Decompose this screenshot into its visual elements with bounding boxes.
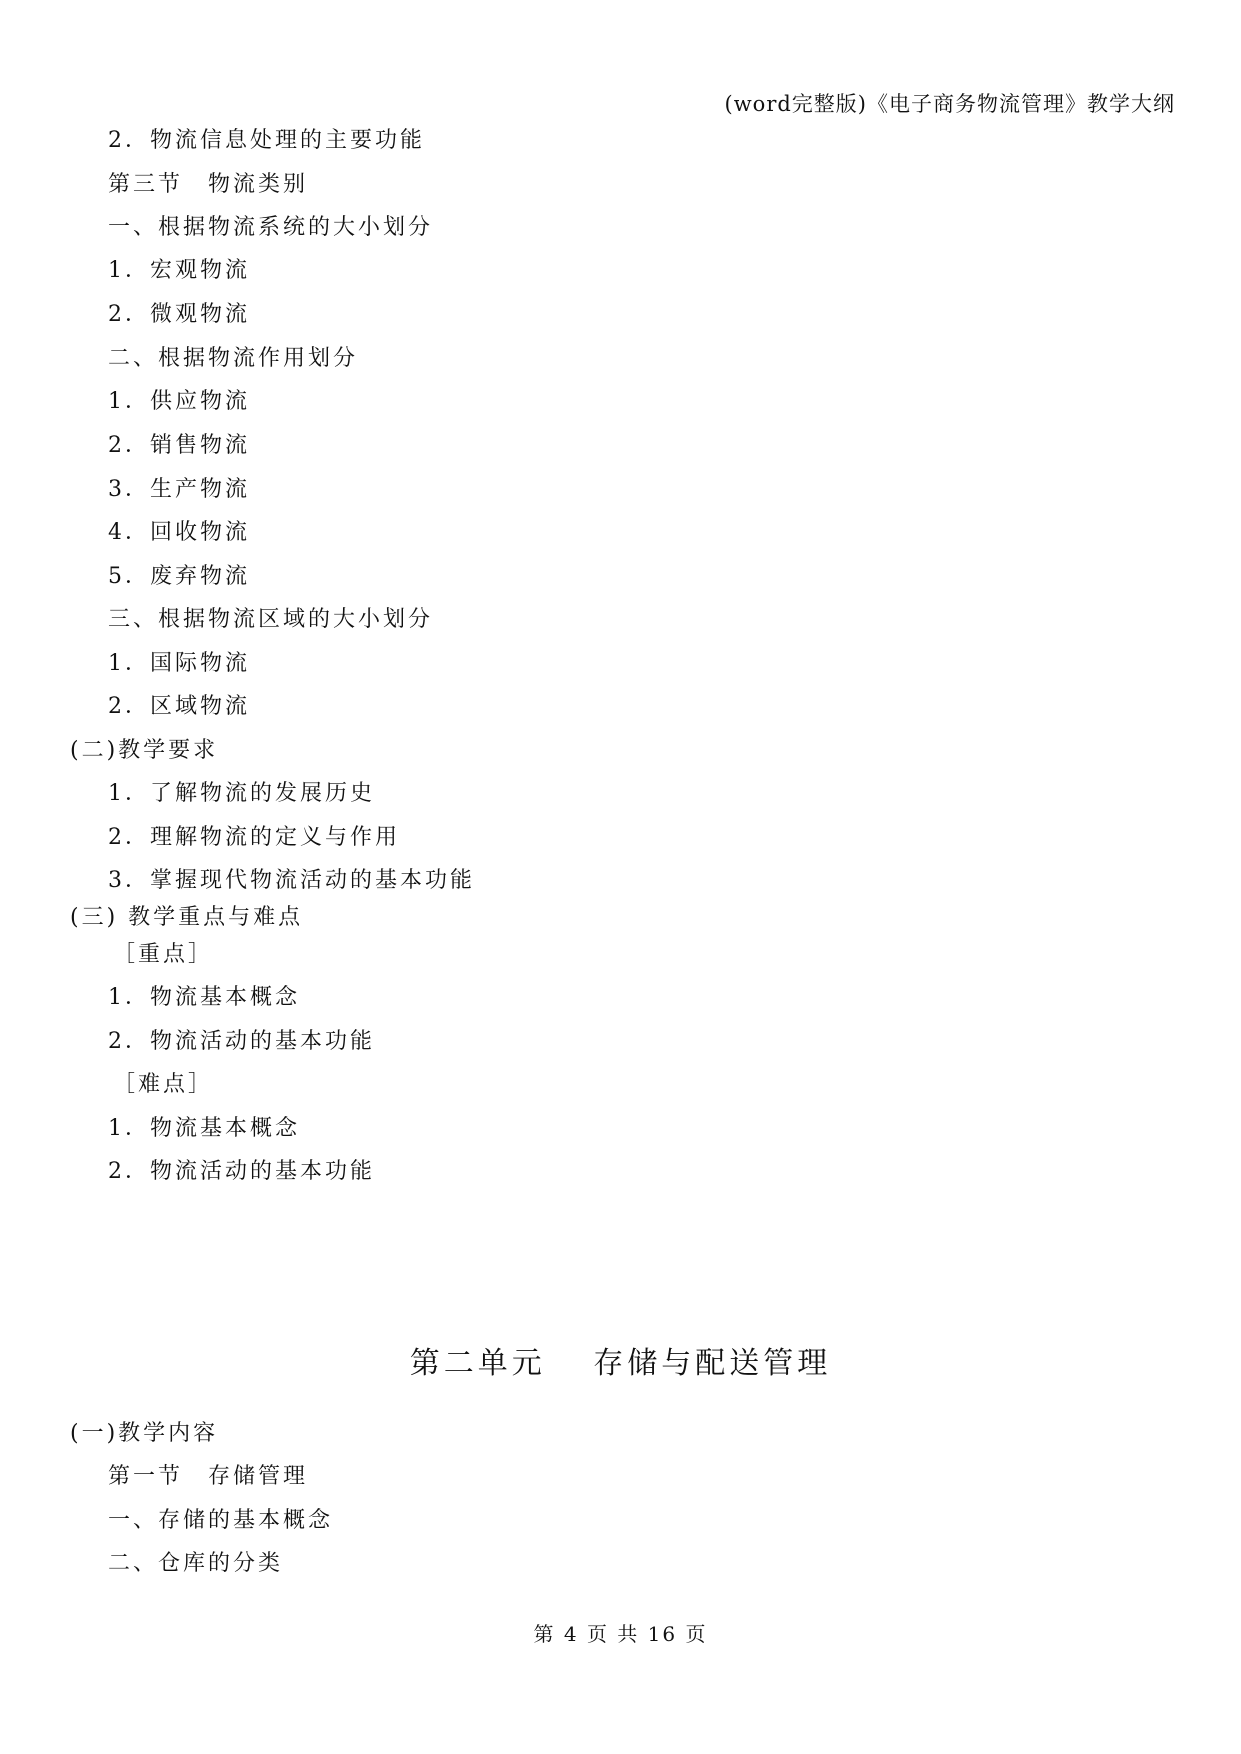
list-item: 2．微观物流: [108, 302, 250, 327]
list-item: 1．物流基本概念: [108, 1116, 300, 1141]
list-item: 2．销售物流: [108, 433, 250, 458]
bracket-label: ［重点］: [113, 942, 214, 967]
list-item: 3．生产物流: [108, 477, 250, 502]
list-item: 2．物流信息处理的主要功能: [108, 128, 425, 153]
list-item: 2．物流活动的基本功能: [108, 1159, 375, 1184]
subsection-heading: 三、根据物流区域的大小划分: [108, 607, 434, 632]
part-heading: (三) 教学重点与难点: [70, 905, 304, 930]
part-heading: (一)教学内容: [70, 1421, 219, 1446]
bracket-label: ［难点］: [113, 1072, 214, 1097]
list-item: 1．物流基本概念: [108, 985, 300, 1010]
subsection-heading: 一、存储的基本概念: [108, 1508, 334, 1533]
list-item: 2．理解物流的定义与作用: [108, 825, 400, 850]
list-item: 1．了解物流的发展历史: [108, 781, 375, 806]
list-item: 1．宏观物流: [108, 258, 250, 283]
part-heading: (二)教学要求: [70, 738, 219, 763]
subsection-heading: 二、仓库的分类: [108, 1551, 284, 1576]
list-item: 2．物流活动的基本功能: [108, 1029, 375, 1054]
list-item: 2．区域物流: [108, 694, 250, 719]
document-header: (word完整版)《电子商务物流管理》教学大纲: [724, 92, 1175, 116]
page-number: 第 4 页 共 16 页: [533, 1622, 708, 1646]
subsection-heading: 一、根据物流系统的大小划分: [108, 215, 434, 240]
list-item: 3．掌握现代物流活动的基本功能: [108, 868, 475, 893]
list-item: 4．回收物流: [108, 520, 250, 545]
list-item: 1．国际物流: [108, 651, 250, 676]
section-heading: 第一节 存储管理: [108, 1464, 309, 1489]
section-heading: 第三节 物流类别: [108, 172, 309, 197]
list-item: 5．废弃物流: [108, 564, 250, 589]
list-item: 1．供应物流: [108, 389, 250, 414]
unit-title: 第二单元 存储与配送管理: [409, 1346, 832, 1381]
subsection-heading: 二、根据物流作用划分: [108, 346, 359, 371]
